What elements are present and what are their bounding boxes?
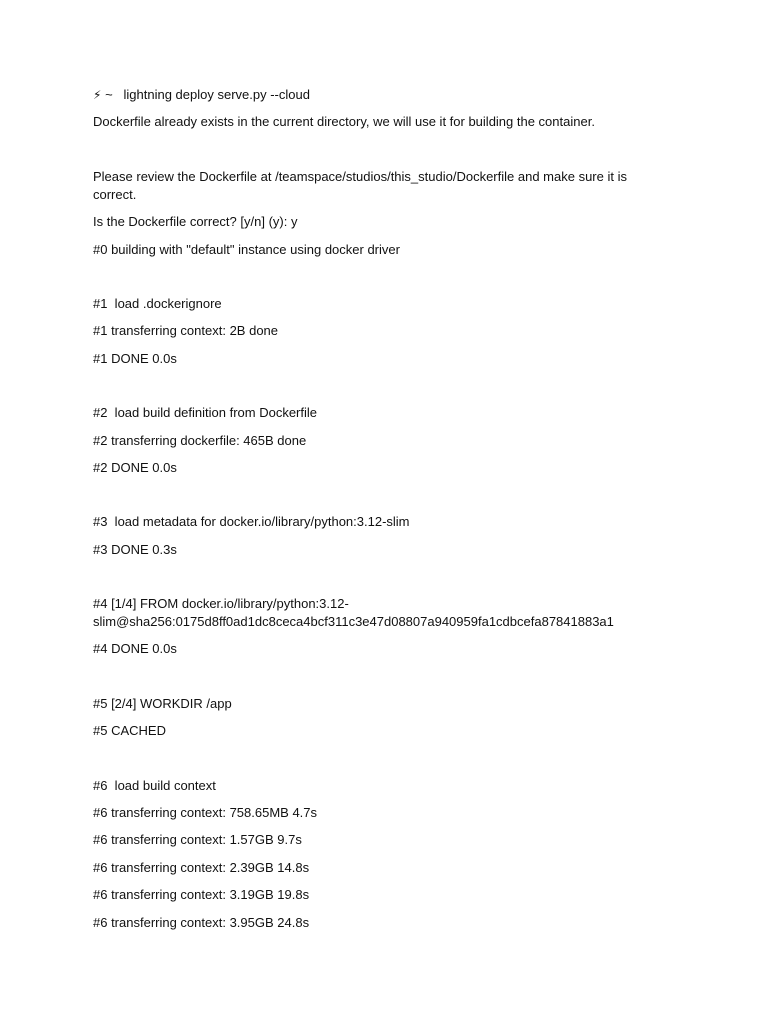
- blank-line: [93, 668, 653, 695]
- output-line: #6 transferring context: 3.95GB 24.8s: [93, 914, 310, 930]
- blank-line: [93, 750, 653, 777]
- output-line: #3 DONE 0.3s: [93, 541, 177, 557]
- blank-line: [93, 377, 653, 404]
- output-line: #2 load build definition from Dockerfile: [93, 405, 318, 421]
- output-line: Please review the Dockerfile at /teamspace/studios/this_studio/Dockerfile and make sure it is correct.: [93, 168, 631, 202]
- blank-line: [93, 568, 653, 595]
- output-line: #6 transferring context: 758.65MB 4.7s: [93, 805, 318, 821]
- lightning-icon: ⚡: [93, 88, 102, 102]
- blank-line: [93, 486, 653, 513]
- output-line: #1 DONE 0.0s: [93, 350, 177, 366]
- output-line: #5 [2/4] WORKDIR /app: [93, 695, 232, 711]
- blank-line: [93, 141, 653, 168]
- document-body: [93, 86, 653, 941]
- output-line: #0 building with "default" instance using docker driver: [93, 241, 400, 257]
- command-line: [93, 86, 653, 104]
- prompt-tilde: ~: [105, 87, 113, 102]
- output-line: #2 transferring dockerfile: 465B done: [93, 432, 307, 448]
- output-line: #1 transferring context: 2B done: [93, 323, 279, 339]
- output-line: #6 transferring context: 1.57GB 9.7s: [93, 832, 302, 848]
- output-line: #5 CACHED: [93, 723, 166, 739]
- output-line: #3 load metadata for docker.io/library/python:3.12-slim: [93, 514, 410, 530]
- command-text: lightning deploy serve.py --cloud: [123, 87, 310, 102]
- output-line: #6 transferring context: 2.39GB 14.8s: [93, 859, 310, 875]
- blank-line: [93, 268, 653, 295]
- output-line: #1 load .dockerignore: [93, 295, 222, 311]
- output-line: #6 transferring context: 3.19GB 19.8s: [93, 887, 310, 903]
- output-line: #4 DONE 0.0s: [93, 641, 177, 657]
- output-line: Dockerfile already exists in the current directory, we will use it for building the container.: [93, 114, 595, 130]
- output-line: Is the Dockerfile correct? [y/n] (y): y: [93, 214, 298, 230]
- output-line: #4 [1/4] FROM docker.io/library/python:3.12- slim@sha256:0175d8ff0ad1dc8ceca4bcf311c3e47d08807a940959fa1cdbcefa87841883a1: [93, 596, 614, 630]
- output-line: #6 load build context: [93, 777, 216, 793]
- output-line: #2 DONE 0.0s: [93, 459, 177, 475]
